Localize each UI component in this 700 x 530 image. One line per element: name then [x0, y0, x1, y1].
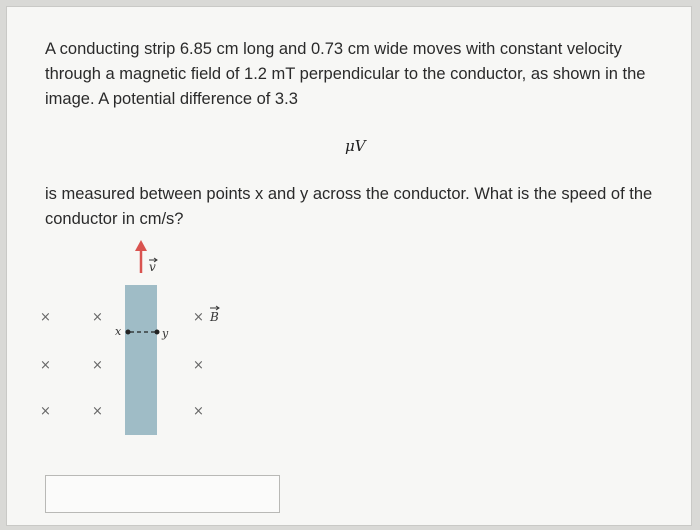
field-cross-mark: × [40, 310, 51, 325]
field-cross-mark: × [92, 358, 103, 373]
field-cross-mark: × [92, 310, 103, 325]
point-x-dot [126, 330, 131, 335]
field-cross-mark: × [193, 358, 204, 373]
point-y-label: y [162, 327, 169, 340]
question-text-part1: A conducting strip 6.85 cm long and 0.73 cm wide moves with constant velocity through a magnetic field of 1.2 mT perpendicular to the conductor, as shown in the image. A potential difference of 3.3 [45, 40, 646, 108]
field-cross-mark: × [193, 310, 204, 325]
conducting-strip [125, 285, 157, 435]
answer-input[interactable] [45, 475, 280, 513]
point-y-dot [155, 330, 160, 335]
field-cross-mark: × [193, 404, 204, 419]
field-cross-mark: × [40, 358, 51, 373]
field-label: B [210, 310, 219, 324]
magnetic-field-figure [7, 7, 693, 527]
field-cross-mark: × [40, 404, 51, 419]
velocity-label: v [149, 260, 156, 274]
velocity-arrow-head [135, 240, 147, 251]
field-cross-mark: × [92, 404, 103, 419]
potential-unit: μV [345, 137, 366, 155]
question-text-part2: is measured between points x and y across the conductor. What is the speed of the conductor in cm/s? [45, 185, 653, 228]
question-card [6, 6, 692, 526]
point-x-label: x [115, 325, 122, 338]
